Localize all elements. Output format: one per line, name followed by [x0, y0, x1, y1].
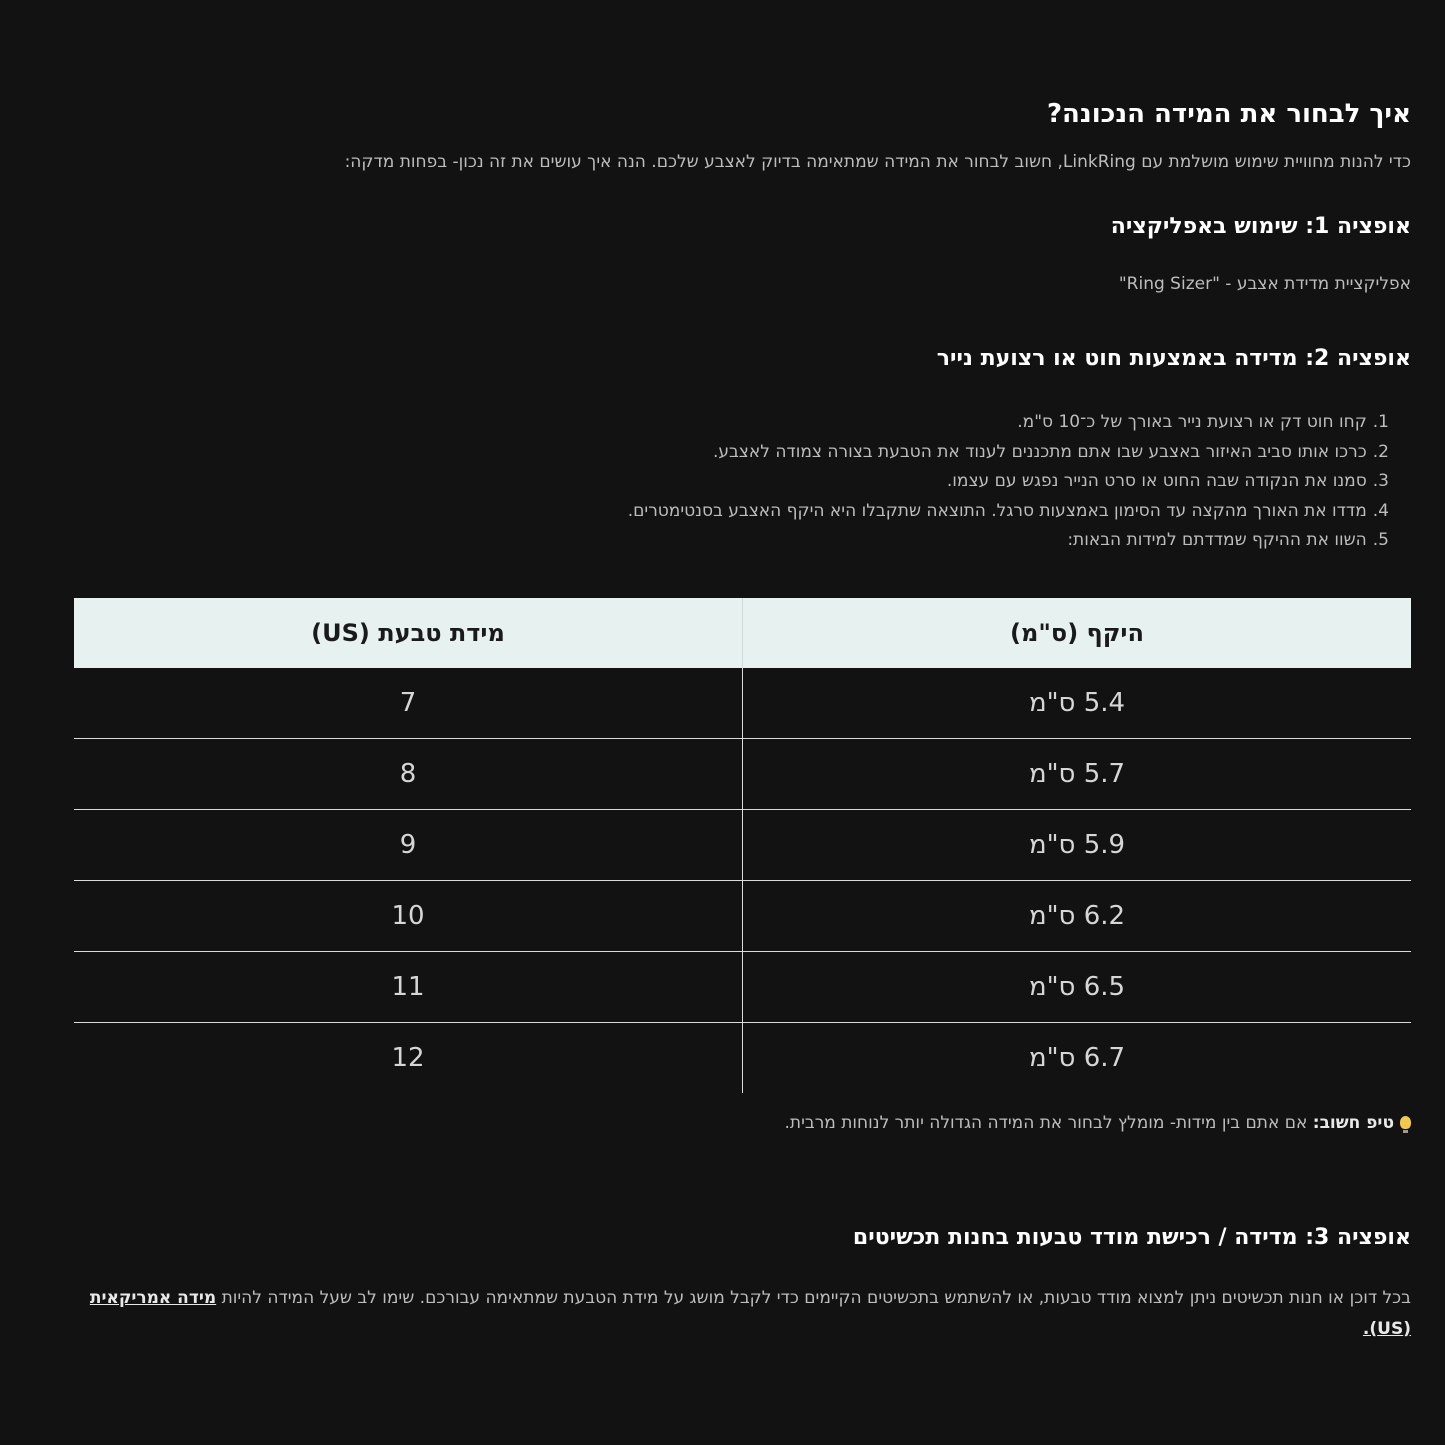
circumference-cell: 5.9 ס"מ [743, 809, 1412, 880]
ring-size-cell: 7 [74, 668, 743, 739]
option-3-heading: אופציה 3: מדידה / רכישת מודד טבעות בחנות תכשיטים [852, 1224, 1411, 1250]
table-row [74, 668, 1411, 739]
step-number: 5. [1372, 530, 1389, 550]
measurement-steps [74, 408, 1411, 556]
ring-size-cell: 11 [74, 951, 743, 1022]
tip-label: טיפ חשוב: [1312, 1112, 1394, 1133]
table-row [74, 738, 1411, 809]
circumference-cell: 6.7 ס"מ [743, 1022, 1412, 1093]
step-number: 2. [1372, 441, 1389, 462]
header-ring-size: מידת טבעת (US) [74, 598, 743, 668]
circumference-cell: 6.2 ס"מ [743, 880, 1412, 951]
step-item [74, 467, 1389, 497]
tip-text: אם אתם בין מידות- מומלץ לבחור את המידה הגדולה יותר לנוחות מרבית. [784, 1112, 1313, 1133]
size-guide-content [74, 96, 1411, 1345]
us-size-link[interactable]: מידה אמריקאית (US). [89, 1287, 1411, 1339]
step-text: סמנו את הנקודה שבה החוט או סרט הנייר נפגש עם עצמו. [946, 471, 1367, 491]
table-row [74, 880, 1411, 951]
step-text: קחו חוט דק או רצועת נייר באורך של כ־10 ס"מ. [1017, 412, 1367, 432]
table-row [74, 951, 1411, 1022]
table-row [74, 1022, 1411, 1093]
page-title: איך לבחור את המידה הנכונה? [1046, 99, 1411, 129]
tip-note [74, 1111, 1411, 1135]
circumference-cell: 6.5 ס"מ [743, 951, 1412, 1022]
header-circumference: היקף (ס"מ) [743, 598, 1412, 668]
step-number: 1. [1372, 412, 1389, 432]
circumference-cell: 5.4 ס"מ [743, 668, 1412, 739]
step-item [74, 497, 1389, 527]
step-text: השוו את ההיקף שמדדתם למידות הבאות: [1067, 530, 1367, 550]
ring-size-cell: 12 [391, 1042, 425, 1073]
option-1-heading: אופציה 1: שימוש באפליקציה [1110, 214, 1411, 239]
table-header-row [74, 598, 1411, 668]
step-item [74, 438, 1389, 468]
option-2-heading: אופציה 2: מדידה באמצעות חוט או רצועת נייר [936, 346, 1411, 371]
step-number: 3. [1372, 471, 1389, 491]
step-number: 4. [1372, 500, 1389, 521]
ring-size-cell: 10 [74, 880, 743, 951]
step-item [74, 408, 1389, 438]
lightbulb-icon [1400, 1116, 1411, 1129]
step-item [74, 526, 1389, 556]
ring-size-cell: 9 [74, 809, 743, 880]
step-text: כרכו אותו סביב האיזור באצבע שבו אתם מתכננים לענוד את הטבעת בצורה צמודה לאצבע. [712, 441, 1367, 462]
ring-size-cell: 8 [74, 738, 743, 809]
circumference-cell: 5.7 ס"מ [743, 738, 1412, 809]
option-3-body: בכל דוכן או חנות תכשיטים ניתן למצוא מודד טבעות, או להשתמש בתכשיטים הקיימים כדי לקבל מושג על מידת הטבעת שמתאימה עבורכם. שימו לב שעל המידה להיות [216, 1287, 1411, 1308]
option-1-text: אפליקציית מדידת אצבע - "Ring Sizer" [1118, 274, 1411, 294]
table-row [74, 809, 1411, 880]
intro-text: כדי להנות מחוויית שימוש מושלמת עם LinkRing, חשוב לבחור את המידה שמתאימה בדיוק לאצבע שלכם. הנה איך עושים את זה נכון- בפחות מדקה: [344, 152, 1411, 172]
step-text: מדדו את האורך מהקצה עד הסימון באמצעות סרגל. התוצאה שתקבלו היא היקף האצבע בסנטימטרים. [627, 500, 1367, 521]
ring-size-table [74, 598, 1411, 1093]
option-3-text [74, 1283, 1411, 1345]
